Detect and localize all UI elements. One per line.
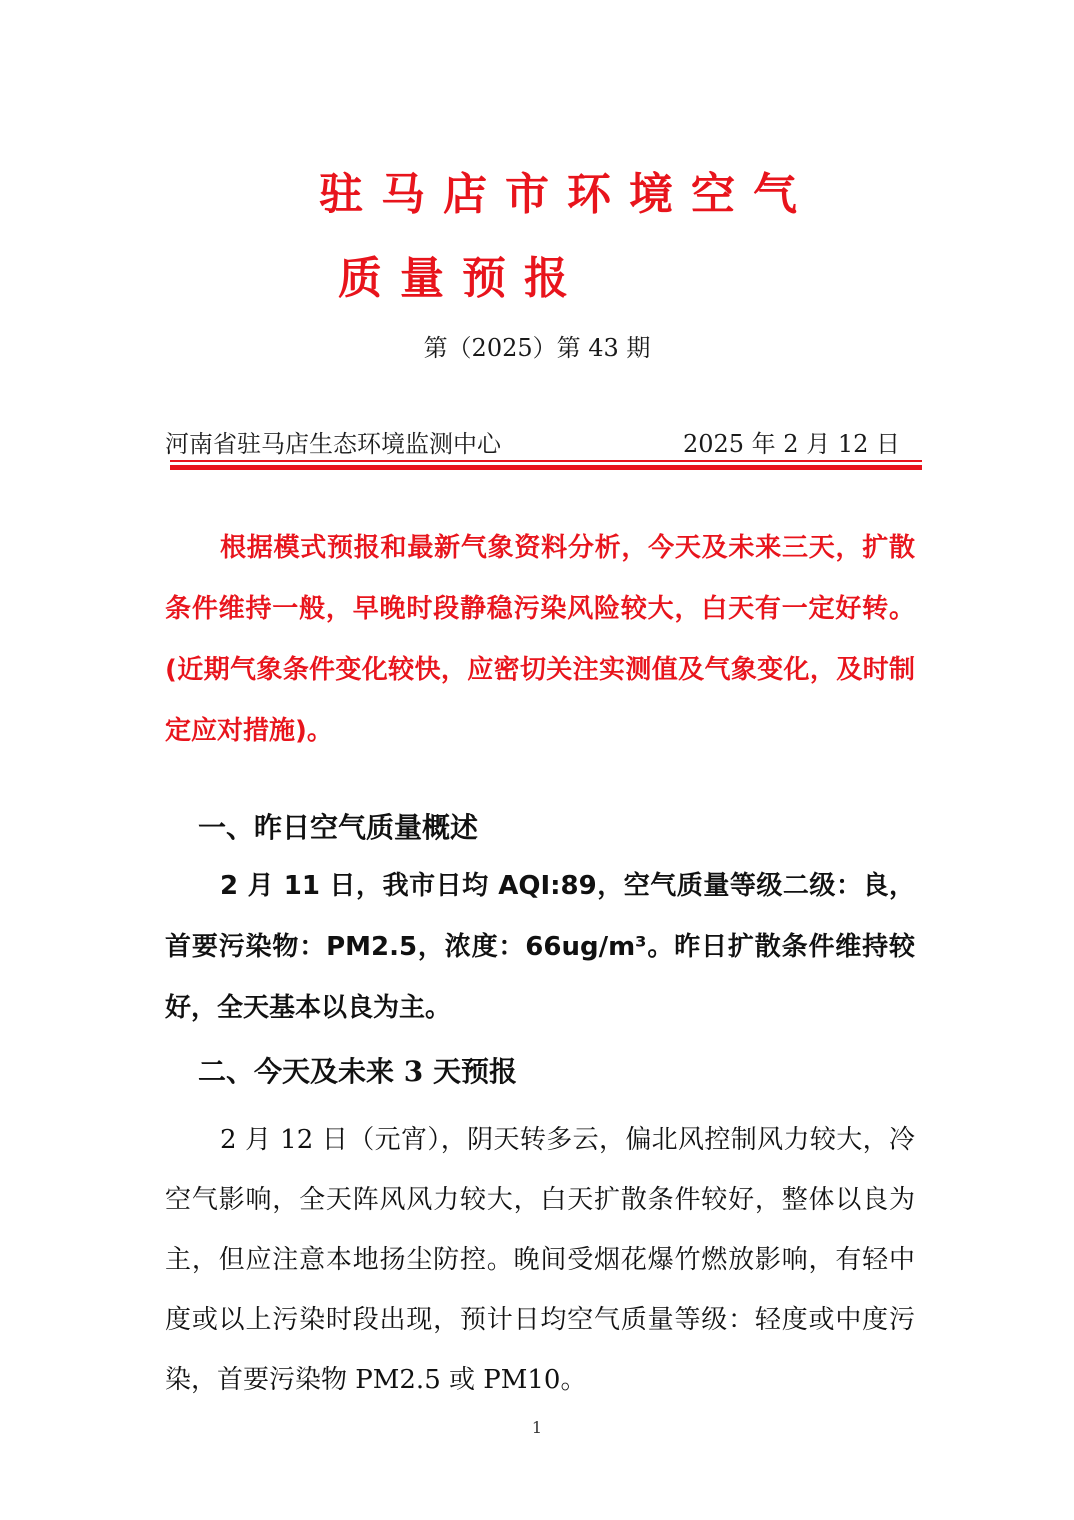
report-title-line2: 质量预报 — [338, 253, 586, 304]
header-divider-thin — [170, 460, 922, 462]
section2-body: 2 月 12 日（元宵），阴天转多云，偏北风控制风力较大，冷空气影响，全天阵风风力较大，白天扩散条件较好，整体以良为主，但应注意本地扬尘防控。晚间受烟花爆竹燃放影响，有轻中度或以上污染时段出现，预计日均空气质量等级：轻度或中度污染，首要污染物 PM2.5 或 PM10。 — [165, 1125, 915, 1395]
forecast-summary: 根据模式预报和最新气象资料分析，今天及未来三天，扩散条件维持一般，早晚时段静稳污染风险较大，白天有一定好转。(近期气象条件变化较快，应密切关注实测值及气象变化，及时制定应对措施)。 — [165, 533, 915, 746]
issue-number: 第（2025）第 43 期 — [423, 334, 651, 362]
publish-date: 2025 年 2 月 12 日 — [682, 430, 900, 458]
organization-name: 河南省驻马店生态环境监测中心 — [165, 430, 501, 458]
header-divider-thick — [170, 465, 922, 470]
section2-heading — [198, 1050, 517, 1090]
report-title-line1: 驻马店市环境空气 — [319, 169, 815, 220]
section1-body: 2 月 11 日，我市日均 AQI:89，空气质量等级二级：良，首要污染物：PM2.5，浓度：66ug/m³。昨日扩散条件维持较好，全天基本以良为主。 — [165, 871, 915, 1023]
section1-heading: 一、昨日空气质量概述 — [198, 811, 479, 844]
section2-heading-prefix: 二、今天及未来 — [198, 1055, 404, 1088]
header-info-line — [165, 424, 925, 458]
section2-heading-num: 3 — [403, 1055, 424, 1088]
section2-heading-suffix: 天预报 — [423, 1055, 517, 1088]
page-number: 1 — [531, 1418, 543, 1437]
